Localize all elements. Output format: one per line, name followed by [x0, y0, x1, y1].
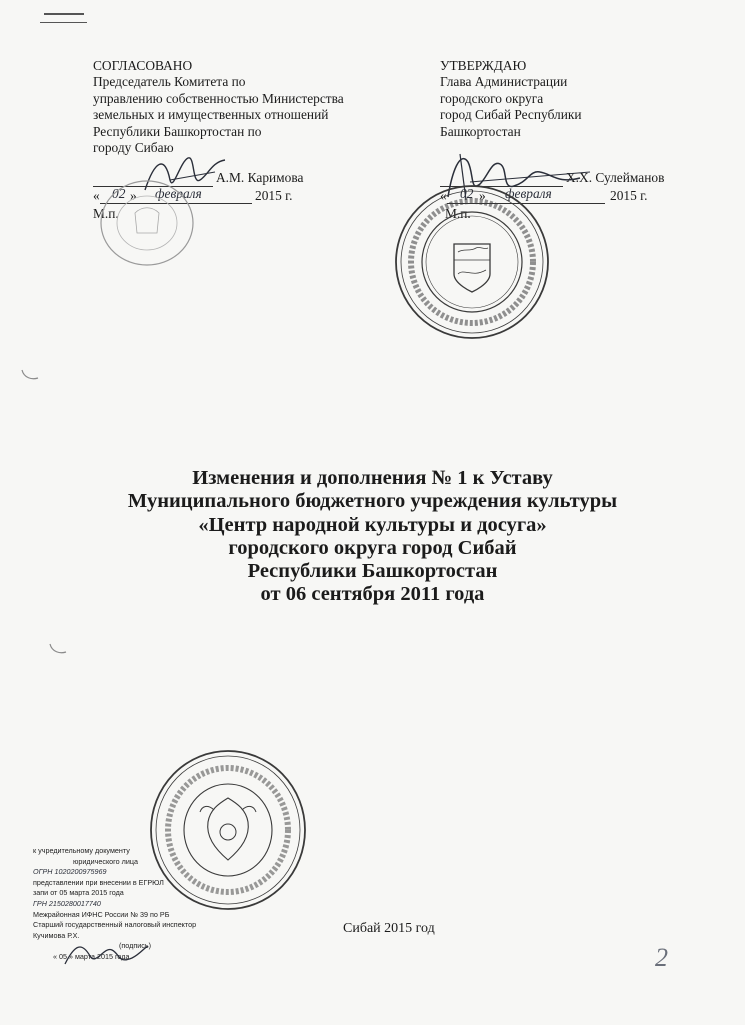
right-seal-mark: М.п. — [445, 206, 471, 221]
reg-line-8: Старший государственный налоговый инспектор — [33, 920, 197, 930]
title-line-4: городского округа город Сибай — [228, 536, 517, 559]
right-approval-line-4: Башкортостан — [440, 123, 521, 139]
reg-line-9: Кучимова Р.Х. — [33, 930, 80, 940]
title-line-1: Изменения и дополнения № 1 к Уставу — [192, 467, 553, 489]
left-date-open: « — [93, 188, 100, 203]
scan-mark-top-2 — [40, 22, 87, 23]
reg-line-4: представлении при внесении в ЕГРЮЛ — [33, 877, 164, 887]
scan-mark-top — [44, 13, 84, 15]
left-approval-line-1: Председатель Комитета по — [93, 74, 246, 90]
left-approval-block — [93, 58, 344, 156]
title-line-3: «Центр народной культуры и досуга» — [198, 513, 547, 536]
reg-line-5: запи от 05 марта 2015 года — [33, 888, 124, 898]
left-approval-line-3: земельных и имущественных отношений — [93, 107, 329, 123]
right-date-year: 2015 г. — [610, 188, 648, 203]
left-round-seal — [97, 178, 197, 268]
hole-punch-mark-top — [20, 368, 40, 382]
reg-line-3: ОГРН 1020200975969 — [33, 867, 107, 877]
right-signer-name: Х.Х. Сулейманов — [566, 170, 665, 185]
reg-line-10: (подпись) — [119, 941, 151, 951]
title-line-6: от 06 сентября 2011 года — [260, 583, 485, 606]
tax-office-seal — [148, 748, 308, 913]
left-approval-heading: СОГЛАСОВАНО — [93, 58, 193, 73]
right-approval-line-3: город Сибай Республики — [440, 107, 582, 123]
inspector-signature — [60, 936, 150, 972]
right-approval-heading: УТВЕРЖДАЮ — [440, 58, 527, 73]
right-approval-block — [440, 58, 582, 140]
right-date-open: « — [440, 188, 447, 203]
right-date-month: февраля — [505, 186, 552, 201]
right-date-close: » — [479, 188, 486, 203]
reg-line-1: к учредительному документу — [33, 846, 130, 855]
left-date-close: » — [130, 188, 137, 203]
right-approval-line-2: городского округа — [440, 90, 544, 106]
handwritten-page-number: 2 — [655, 943, 668, 972]
left-approval-line-4: Республики Башкортостан по — [93, 123, 262, 139]
left-date-year: 2015 г. — [255, 188, 293, 203]
right-date-day: 02 — [460, 186, 474, 201]
left-approval-line-5: городу Сибаю — [93, 140, 174, 156]
reg-line-7: Межрайонная ИФНС России № 39 по РБ — [33, 909, 170, 919]
left-date-month: февраля — [155, 186, 202, 201]
right-approval-line-1: Глава Администрации — [440, 74, 568, 90]
left-seal-mark: М.п. — [93, 206, 119, 221]
footer-place-year: Сибай 2015 год — [343, 921, 435, 936]
hole-punch-mark-bottom — [48, 642, 68, 656]
right-official-seal — [392, 182, 552, 342]
left-approval-line-2: управлению собственностью Министерства — [93, 90, 344, 106]
title-line-5: Республики Башкортостан — [247, 560, 498, 583]
reg-line-6: ГРН 2150280017740 — [33, 898, 101, 908]
title-line-2: Муниципального бюджетного учреждения культуры — [127, 490, 618, 513]
left-date-day: 02 — [112, 186, 126, 201]
left-signer-name: А.М. Каримова — [216, 170, 304, 185]
document-title — [40, 467, 705, 607]
reg-line-11: « 05 » марта 2015 года — [53, 951, 130, 961]
reg-line-2: юридического лица — [73, 856, 138, 866]
